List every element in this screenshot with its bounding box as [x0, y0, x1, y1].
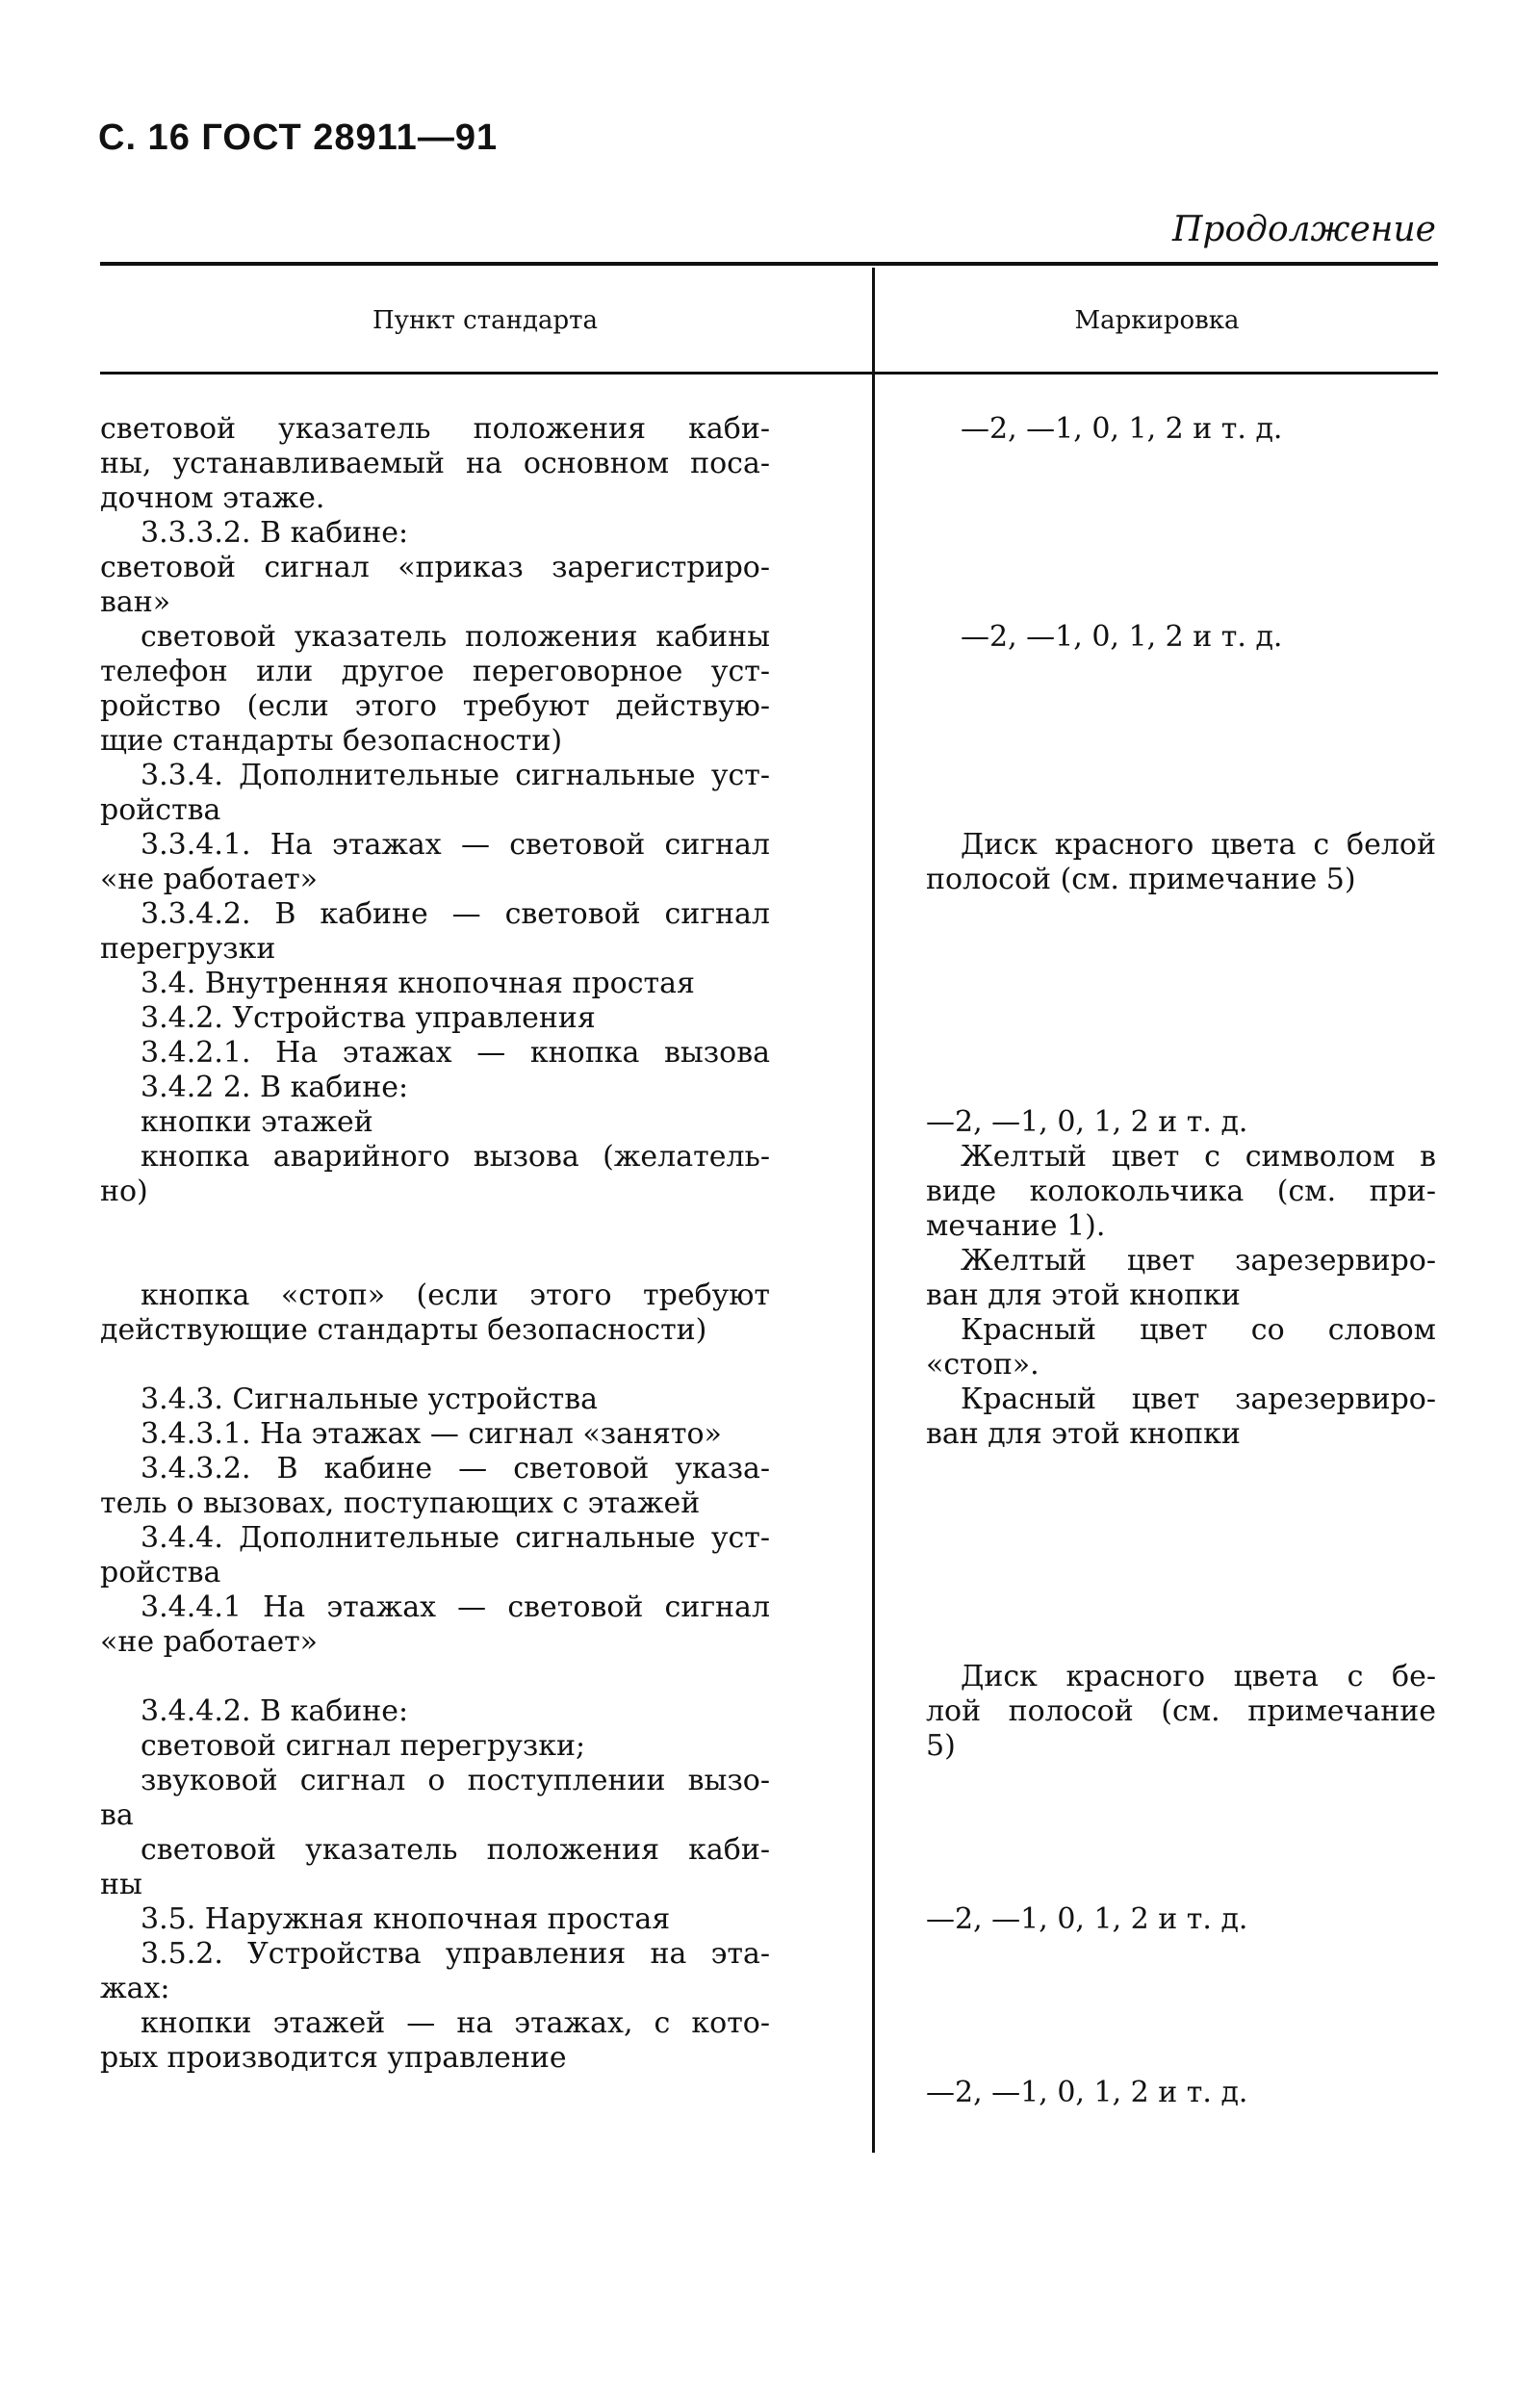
- column-header-standard: Пункт стандарта: [372, 306, 598, 335]
- continuation-label: Продолжение: [1172, 210, 1436, 249]
- right-line: Желтый цвет с символом в: [961, 1140, 1436, 1174]
- left-line: кнопка аварийного вызова (желатель-: [141, 1140, 770, 1174]
- marking-entry: [926, 2076, 1436, 2110]
- right-line: —2, —1, 0, 1, 2 и т. д.: [961, 620, 1283, 654]
- table-header-rule: [100, 372, 1438, 375]
- marking-entry: [926, 620, 1436, 655]
- right-line: Желтый цвет зарезервиро-: [961, 1244, 1436, 1278]
- marking-entry: [926, 1902, 1436, 1937]
- right-line: 5): [926, 1729, 956, 1763]
- right-line: —2, —1, 0, 1, 2 и т. д.: [926, 1902, 1248, 1936]
- right-line: ван для этой кнопки: [926, 1279, 1241, 1312]
- column-header-marking: Маркировка: [1074, 306, 1240, 335]
- left-line: 3.5.2. Устройства управления на эта-: [141, 1937, 770, 1971]
- right-line: Диск красного цвета с бе-: [961, 1660, 1436, 1693]
- left-line: дочном этаже.: [100, 481, 325, 515]
- right-line: Красный цвет со словом: [961, 1313, 1436, 1347]
- left-line: 3.3.4.2. В кабине — световой сигнал: [141, 897, 770, 931]
- right-line: мечание 1).: [926, 1209, 1106, 1243]
- page-header: С. 16 ГОСТ 28911—91: [98, 117, 499, 158]
- left-line: световой указатель положения кабины: [141, 620, 770, 654]
- left-line: ны, устанавливаемый на основном поса-: [100, 447, 770, 480]
- right-line: Красный цвет зарезервиро-: [961, 1382, 1436, 1416]
- left-line: кнопка «стоп» (если этого требуют: [141, 1279, 770, 1312]
- left-line: 3.3.4.1. На этажах — световой сигнал: [141, 828, 770, 862]
- marking-entry: [926, 1660, 1436, 1764]
- left-line: 3.4.2.1. На этажах — кнопка вызова: [141, 1036, 770, 1070]
- left-line: ройства: [100, 793, 221, 827]
- left-line: 3.4.4.2. В кабине:: [141, 1694, 409, 1728]
- right-line: «стоп».: [926, 1348, 1040, 1382]
- left-line: ройство (если этого требуют действую-: [100, 689, 770, 723]
- standard-clauses: [100, 412, 770, 2076]
- left-line: телефон или другое переговорное уст-: [100, 655, 770, 688]
- left-line: световой указатель положения каби-: [100, 412, 770, 446]
- left-line: «не работает»: [100, 863, 319, 896]
- left-line: 3.3.3.2. В кабине:: [141, 516, 409, 550]
- marking-entry: [926, 828, 1436, 897]
- right-line: виде колокольчика (см. при-: [926, 1175, 1436, 1208]
- left-line: перегрузки: [100, 932, 276, 966]
- left-line: 3.4.3.1. На этажах — сигнал «занято»: [141, 1417, 722, 1451]
- left-line: ван»: [100, 585, 171, 619]
- left-line: рых производится управление: [100, 2041, 567, 2075]
- left-line: тель о вызовах, поступающих с этажей: [100, 1486, 701, 1520]
- left-line: кнопки этажей — на этажах, с кото-: [141, 2006, 770, 2040]
- left-line: световой сигнал перегрузки;: [141, 1729, 586, 1763]
- right-line: Диск красного цвета с белой: [961, 828, 1436, 862]
- left-line: звуковой сигнал о поступлении вызо-: [141, 1764, 770, 1797]
- left-line: 3.4.4.1 На этажах — световой сигнал: [141, 1590, 770, 1624]
- left-line: 3.4.4. Дополнительные сигнальные уст-: [141, 1521, 770, 1555]
- left-line: ва: [100, 1798, 134, 1832]
- left-line: «не работает»: [100, 1625, 319, 1659]
- left-line: световой сигнал «приказ зарегистриро-: [100, 551, 770, 584]
- left-line: ройства: [100, 1556, 221, 1589]
- right-line: лой полосой (см. примечание: [926, 1694, 1436, 1728]
- marking-entry: [926, 1105, 1436, 1452]
- left-line: 3.4.2 2. В кабине:: [141, 1071, 409, 1104]
- left-line: 3.4.3. Сигнальные устройства: [141, 1382, 598, 1416]
- table-top-rule: [100, 262, 1438, 266]
- right-line: ван для этой кнопки: [926, 1417, 1241, 1451]
- right-line: —2, —1, 0, 1, 2 и т. д.: [926, 1105, 1248, 1139]
- left-line: 3.3.4. Дополнительные сигнальные уст-: [141, 759, 770, 792]
- left-line: жах:: [100, 1972, 170, 2005]
- left-line: щие стандарты безопасности): [100, 724, 563, 758]
- column-divider: [872, 268, 875, 2153]
- left-line: 3.5. Наружная кнопочная простая: [141, 1902, 671, 1936]
- left-line: световой указатель положения каби-: [141, 1833, 770, 1867]
- right-line: —2, —1, 0, 1, 2 и т. д.: [961, 412, 1283, 446]
- left-line: 3.4.2. Устройства управления: [141, 1001, 596, 1035]
- marking-entry: [926, 412, 1436, 447]
- left-line: 3.4.3.2. В кабине — световой указа-: [141, 1452, 770, 1486]
- left-line: действующие стандарты безопасности): [100, 1313, 707, 1347]
- left-line: ны: [100, 1868, 142, 1901]
- left-line: кнопки этажей: [141, 1105, 373, 1139]
- right-line: полосой (см. примечание 5): [926, 863, 1356, 896]
- right-line: —2, —1, 0, 1, 2 и т. д.: [926, 2076, 1248, 2109]
- left-line: 3.4. Внутренняя кнопочная простая: [141, 967, 695, 1000]
- left-line: но): [100, 1175, 148, 1208]
